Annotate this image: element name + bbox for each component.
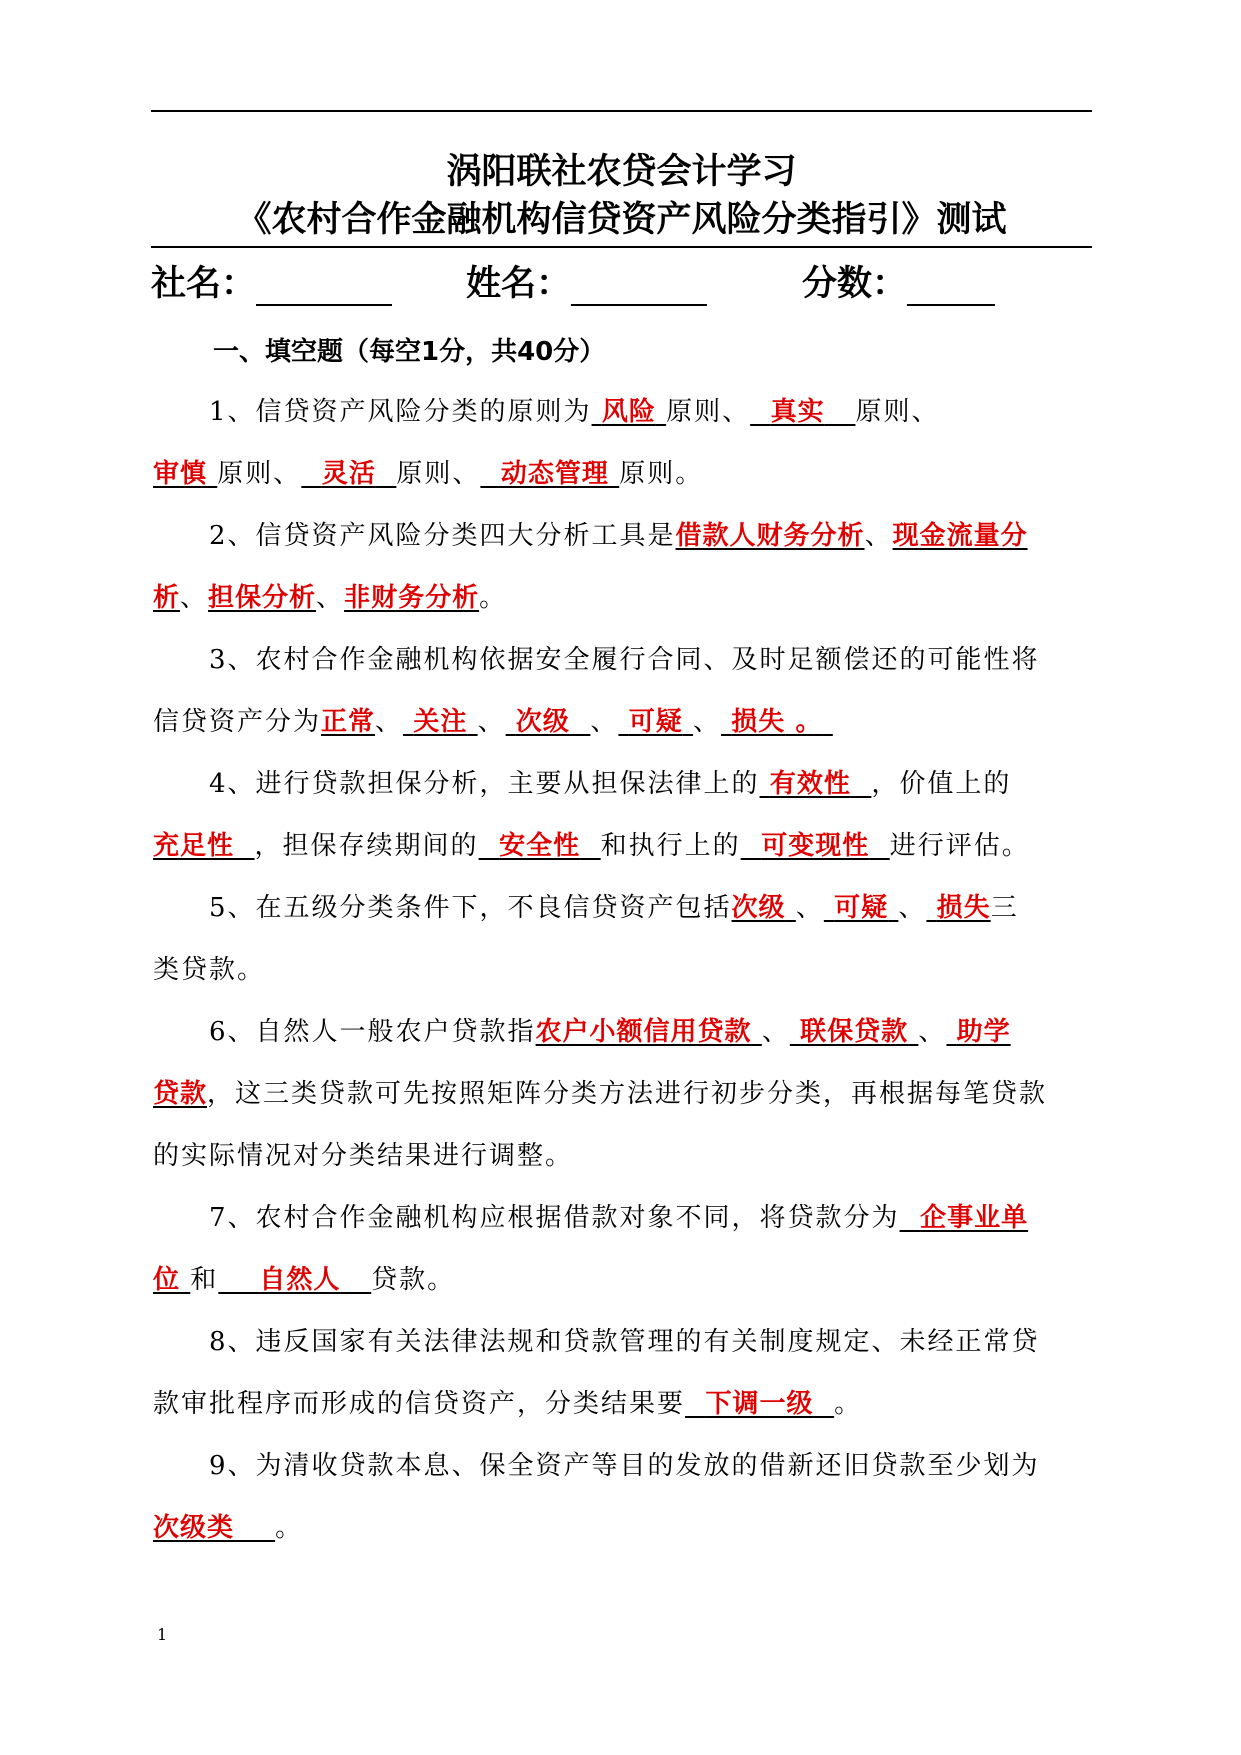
question-8-line-1: 8、违反国家有关法律法规和贷款管理的有关制度规定、未经正常贷 bbox=[209, 1327, 1040, 1357]
question-text: ，担保存续期间的 bbox=[254, 831, 479, 861]
branch-name-field bbox=[151, 262, 392, 306]
answer-blank: 审慎 bbox=[153, 459, 208, 489]
separator: 、 bbox=[180, 583, 209, 613]
question-1-line-1 bbox=[153, 395, 1149, 429]
answer-blank: 位 bbox=[153, 1265, 181, 1295]
question-5-line-2: 类贷款。 bbox=[153, 955, 266, 985]
branch-name-blank bbox=[256, 268, 392, 306]
answer-blank: 助学 bbox=[956, 1017, 1011, 1047]
answer-blank: 贷款 bbox=[153, 1079, 208, 1109]
question-4-line-2 bbox=[153, 829, 1093, 863]
answer-blank: 灵活 bbox=[321, 459, 376, 489]
answer-blank: 次级 bbox=[731, 893, 786, 923]
question-6-line-1 bbox=[153, 1015, 1149, 1049]
separator: 、 bbox=[590, 707, 619, 737]
section-heading: 一、填空题（每空1分，共40分） bbox=[213, 337, 606, 367]
branch-name-label: 社名： bbox=[151, 264, 257, 304]
separator: 、 bbox=[918, 1017, 947, 1047]
answer-blank: 企事业单 bbox=[920, 1203, 1029, 1233]
answer-blank: 损失 bbox=[731, 707, 786, 737]
separator: 、 bbox=[316, 583, 345, 613]
question-text: 信贷资产分为 bbox=[153, 707, 322, 737]
answer-blank: 借款人财务分析 bbox=[675, 521, 865, 551]
question-2-line-2 bbox=[153, 581, 1093, 615]
answer-blank: 关注 bbox=[413, 707, 468, 737]
answer-blank: 自然人 bbox=[259, 1265, 341, 1295]
question-2-line-1 bbox=[153, 519, 1149, 553]
question-text: 原则、 bbox=[855, 397, 940, 427]
answer-blank: 安全性 bbox=[499, 831, 581, 861]
title-line-1: 涡阳联社农贷会计学习 bbox=[446, 152, 797, 192]
question-6-line-3: 的实际情况对分类结果进行调整。 bbox=[153, 1141, 574, 1171]
separator: 、 bbox=[795, 893, 824, 923]
question-text: 7、农村合作金融机构应根据借款对象不同，将贷款分为 bbox=[209, 1203, 900, 1233]
top-rule bbox=[151, 110, 1092, 112]
answer-blank: 动态管理 bbox=[500, 459, 609, 489]
question-text: 5、在五级分类条件下，不良信贷资产包括 bbox=[209, 893, 732, 923]
score-field bbox=[802, 262, 995, 306]
separator: 、 bbox=[761, 1017, 790, 1047]
question-text: 6、自然人一般农户贷款指 bbox=[209, 1017, 536, 1047]
title-line-2: 《农村合作金融机构信贷资产风险分类指引》测试 bbox=[236, 200, 1007, 240]
answer-blank: 充足性 bbox=[153, 831, 235, 861]
separator: 、 bbox=[898, 893, 927, 923]
question-text: 。 bbox=[834, 1389, 863, 1419]
answer-blank: 析 bbox=[153, 583, 181, 613]
answer-blank: 非财务分析 bbox=[344, 583, 480, 613]
person-name-blank bbox=[571, 268, 707, 306]
question-3-line-1: 3、农村合作金融机构依据安全履行合同、及时足额偿还的可能性将 bbox=[209, 645, 1040, 675]
answer-blank: 正常 bbox=[321, 707, 376, 737]
question-6-line-2 bbox=[153, 1077, 1093, 1111]
question-text: 贷款。 bbox=[371, 1265, 456, 1295]
question-text: 。 bbox=[479, 583, 508, 613]
answer-blank: 担保分析 bbox=[208, 583, 317, 613]
separator: 、 bbox=[477, 707, 506, 737]
answer-blank: 农户小额信用贷款 bbox=[535, 1017, 752, 1047]
question-9-line-1: 9、为清收贷款本息、保全资产等目的发放的借新还旧贷款至少划为 bbox=[209, 1451, 1040, 1481]
question-text: 原则、 bbox=[396, 459, 481, 489]
question-text: 4、进行贷款担保分析，主要从担保法律上的 bbox=[209, 769, 760, 799]
question-5-line-1 bbox=[153, 891, 1149, 925]
question-7-line-1 bbox=[153, 1201, 1149, 1235]
question-text: 进行评估。 bbox=[889, 831, 1030, 861]
question-text: 。 bbox=[275, 1513, 304, 1543]
answer-blank: 次级 bbox=[515, 707, 570, 737]
answer-blank: 。 bbox=[795, 707, 823, 737]
question-text: ，价值上的 bbox=[871, 769, 1012, 799]
score-blank bbox=[907, 268, 995, 306]
separator: 、 bbox=[375, 707, 404, 737]
answer-blank: 次级类 bbox=[153, 1513, 235, 1543]
question-9-line-2 bbox=[153, 1511, 1093, 1545]
question-3-line-2 bbox=[153, 705, 1093, 739]
answer-blank: 损失 bbox=[936, 893, 991, 923]
question-text: 原则、 bbox=[666, 397, 751, 427]
question-text: 三 bbox=[990, 893, 1019, 923]
answer-blank: 可疑 bbox=[834, 893, 889, 923]
answer-blank: 风险 bbox=[601, 397, 656, 427]
question-text: 原则、 bbox=[217, 459, 302, 489]
person-name-field bbox=[466, 262, 707, 306]
question-text: 2、信贷资产风险分类四大分析工具是 bbox=[209, 521, 676, 551]
score-label: 分数： bbox=[802, 264, 908, 304]
page-number: 1 bbox=[157, 1625, 168, 1644]
separator: 、 bbox=[692, 707, 721, 737]
answer-blank: 联保贷款 bbox=[800, 1017, 909, 1047]
separator: 、 bbox=[864, 521, 893, 551]
answer-blank: 现金流量分 bbox=[892, 521, 1028, 551]
answer-blank: 真实 bbox=[770, 397, 825, 427]
question-text: 和执行上的 bbox=[600, 831, 741, 861]
question-1-line-2 bbox=[153, 457, 1093, 491]
question-text: 原则。 bbox=[619, 459, 704, 489]
question-text: ，这三类贷款可先按照矩阵分类方法进行初步分类，再根据每笔贷款 bbox=[207, 1079, 1048, 1109]
question-text: 1、信贷资产风险分类的原则为 bbox=[209, 397, 592, 427]
question-7-line-2 bbox=[153, 1263, 1093, 1297]
title-rule bbox=[151, 246, 1092, 248]
answer-blank: 下调一级 bbox=[705, 1389, 814, 1419]
question-8-line-2 bbox=[153, 1387, 1093, 1421]
question-4-line-1 bbox=[153, 767, 1149, 801]
person-name-label: 姓名： bbox=[466, 264, 572, 304]
answer-blank: 可疑 bbox=[628, 707, 683, 737]
answer-blank: 有效性 bbox=[769, 769, 851, 799]
question-text: 款审批程序而形成的信贷资产，分类结果要 bbox=[153, 1389, 686, 1419]
question-text: 和 bbox=[190, 1265, 219, 1295]
answer-blank: 可变现性 bbox=[761, 831, 870, 861]
